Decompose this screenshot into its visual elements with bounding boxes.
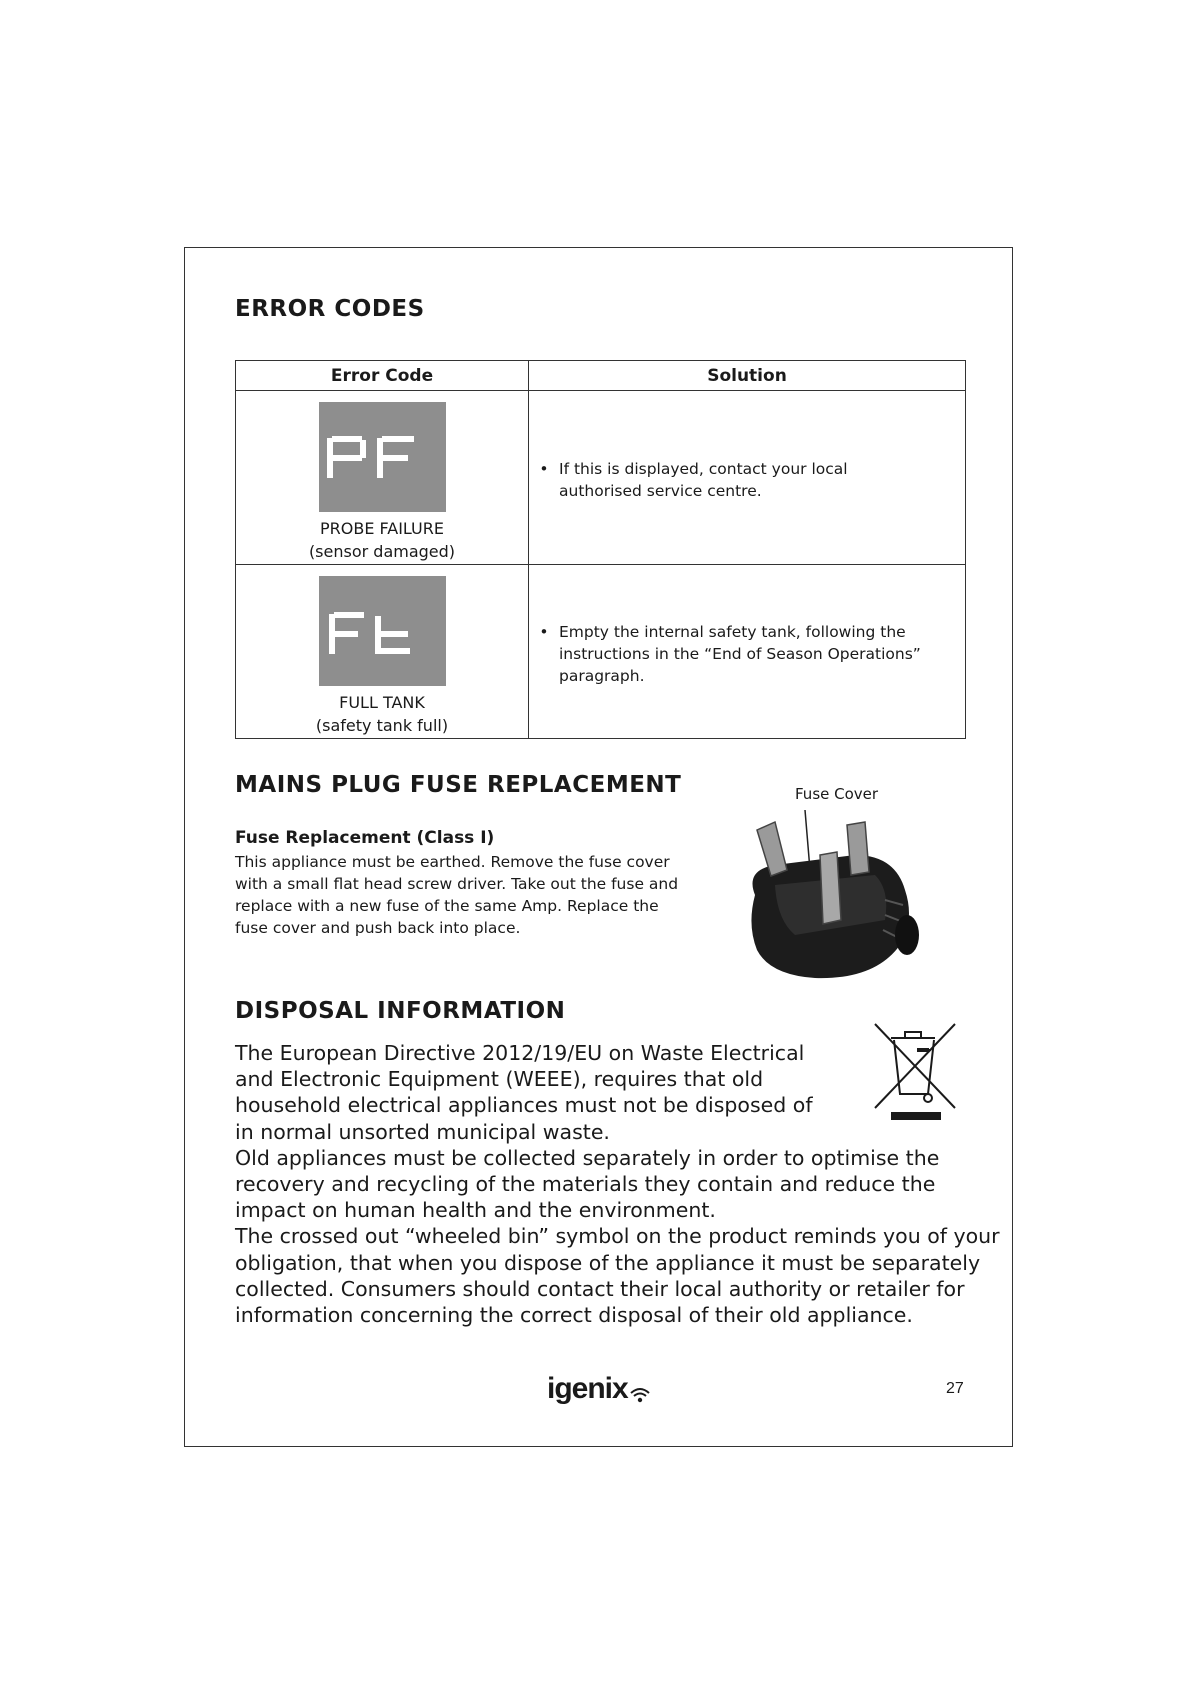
table-header-row [236,361,966,391]
page-number: 27 [946,1380,964,1397]
error-codes-heading: ERROR CODES [235,296,425,322]
disposal-paragraph: Old appliances must be collected separately in order to optimise the recovery and recycling of the materials they contain and reduce the impact on human health and the environment. [235,1145,940,1223]
solution-cell [529,391,966,565]
lcd-display-pf [319,402,446,512]
fuse-instructions: This appliance must be earthed. Remove the fuse cover with a small flat head screw driver. Take out the fuse and replace with a new fuse of the same Amp. Replace the fuse cover and push back into place. [235,853,679,937]
error-name: PROBE FAILURE [320,519,444,538]
table-row [236,565,966,739]
solution-cell [529,565,966,739]
wifi-icon [629,1386,651,1404]
solution-bullet [529,621,965,687]
fuse-subheading: Fuse Replacement (Class I) [235,828,495,848]
brand-logo: igenix [547,1372,628,1405]
disposal-paragraph: The crossed out “wheeled bin” symbol on the product reminds you of your obligation, that when you dispose of the appliance it must be separately collected. Consumers should contact their local authority or retailer for information concerning the correct disposal of their old appliance. [235,1224,1000,1328]
column-header-solution: Solution [529,361,966,391]
bullet-dot: • [539,460,549,478]
disposal-paragraph: The European Directive 2012/19/EU on Waste Electrical and Electronic Equipment (WEEE), requires that old household electrical appliances must not be disposed of in normal unsorted municipal waste. [235,1041,813,1144]
column-header-error-code: Error Code [236,361,529,391]
ft-display-graphic [319,576,446,686]
error-code-cell [236,565,529,739]
disposal-heading: DISPOSAL INFORMATION [235,998,566,1024]
error-codes-table [235,360,966,739]
error-name: FULL TANK [339,693,425,712]
error-code-cell [236,391,529,565]
error-detail: (sensor damaged) [308,542,456,561]
error-detail: (safety tank full) [315,716,449,735]
pf-display-graphic [319,402,446,512]
lcd-display-ft [319,576,446,686]
solution-text: Empty the internal safety tank, following the instructions in the “End of Season Operations” paragraph. [559,623,921,685]
bullet-dot: • [539,623,549,641]
table-row [236,391,966,565]
solution-text: If this is displayed, contact your local authorised service centre. [559,460,848,500]
fuse-cover-label: Fuse Cover [795,785,879,803]
uk-plug-image [735,810,920,985]
solution-bullet [529,458,965,502]
crossed-bin-icon [873,1022,958,1122]
fuse-heading: MAINS PLUG FUSE REPLACEMENT [235,772,682,798]
